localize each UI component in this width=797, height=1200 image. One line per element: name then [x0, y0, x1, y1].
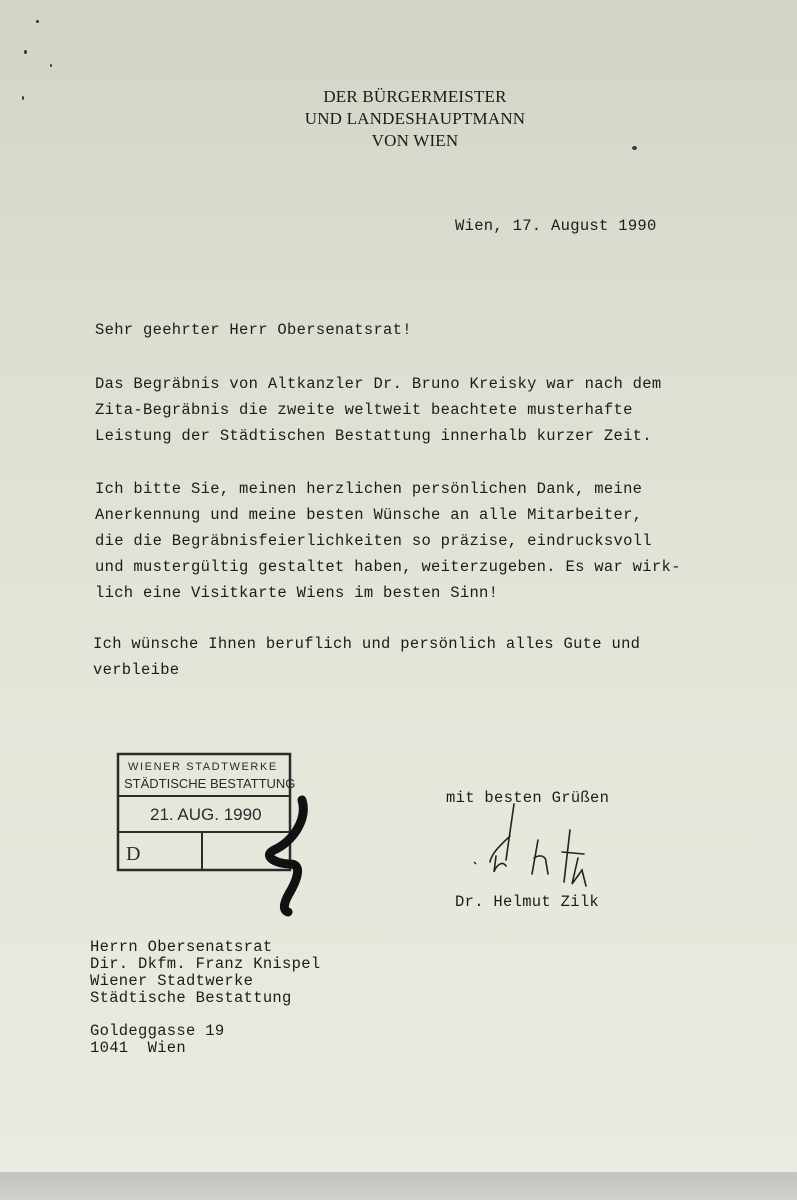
text-line: Leistung der Städtischen Bestattung innerhalb kurzer Zeit. — [95, 427, 652, 445]
recipient-line: Dir. Dkfm. Franz Knispel — [90, 955, 321, 973]
text-line: Zita-Begräbnis die zweite weltweit beachtete musterhafte — [95, 401, 633, 419]
letterhead — [270, 86, 560, 152]
stamp-box-mark: D — [126, 843, 141, 865]
recipient-line: Herrn Obersenatsrat — [90, 938, 273, 956]
recipient-line: Städtische Bestattung — [90, 989, 292, 1007]
paper-speck — [50, 64, 52, 67]
text-line: Anerkennung und meine besten Wünsche an alle Mitarbeiter, — [95, 506, 643, 524]
body-paragraph — [95, 371, 662, 449]
paper-speck — [22, 96, 24, 100]
body-paragraph — [93, 631, 640, 683]
handwritten-mark — [269, 800, 303, 912]
body-paragraph — [95, 476, 681, 606]
text-line: die die Begräbnisfeierlichkeiten so präzise, eindrucksvoll — [95, 532, 652, 550]
letterhead-line: DER BÜRGERMEISTER — [323, 87, 507, 106]
address-line: 1041 Wien — [90, 1039, 187, 1057]
stamp-date-text: 21. AUG. 1990 — [150, 805, 262, 824]
letter-date: Wien, 17. August 1990 — [455, 217, 657, 235]
stamp-dept-text: STÄDTISCHE BESTATTUNG — [124, 776, 296, 791]
letterhead-line: UND LANDESHAUPTMANN — [304, 109, 526, 128]
stamp-org-text: WIENER STADTWERKE — [128, 761, 278, 773]
address-line: Goldeggasse 19 — [90, 1022, 225, 1040]
paper-speck — [36, 20, 39, 23]
handwritten-signature — [466, 800, 606, 892]
paper-bottom-edge — [0, 1172, 797, 1200]
recipient-block — [90, 939, 320, 1007]
text-line: Ich bitte Sie, meinen herzlichen persönlichen Dank, meine — [95, 480, 643, 498]
text-line: verbleibe — [93, 661, 180, 679]
paper-speck — [632, 146, 637, 150]
text-line: Ich wünsche Ihnen beruflich und persönlich alles Gute und — [93, 635, 641, 653]
receipt-stamp — [112, 750, 322, 920]
signer-name: Dr. Helmut Zilk — [455, 893, 600, 911]
paper-speck — [24, 50, 27, 54]
text-line: und mustergültig gestaltet haben, weiterzugeben. Es war wirk- — [95, 558, 681, 576]
text-line: lich eine Visitkarte Wiens im besten Sinn! — [95, 584, 499, 602]
recipient-line: Wiener Stadtwerke — [90, 972, 254, 990]
text-line: Das Begräbnis von Altkanzler Dr. Bruno Kreisky war nach dem — [95, 375, 662, 393]
letterhead-line: VON WIEN — [371, 131, 459, 150]
salutation: Sehr geehrter Herr Obersenatsrat! — [95, 321, 412, 339]
recipient-address — [90, 1023, 224, 1057]
closing-phrase: mit besten Grüßen — [446, 789, 610, 807]
